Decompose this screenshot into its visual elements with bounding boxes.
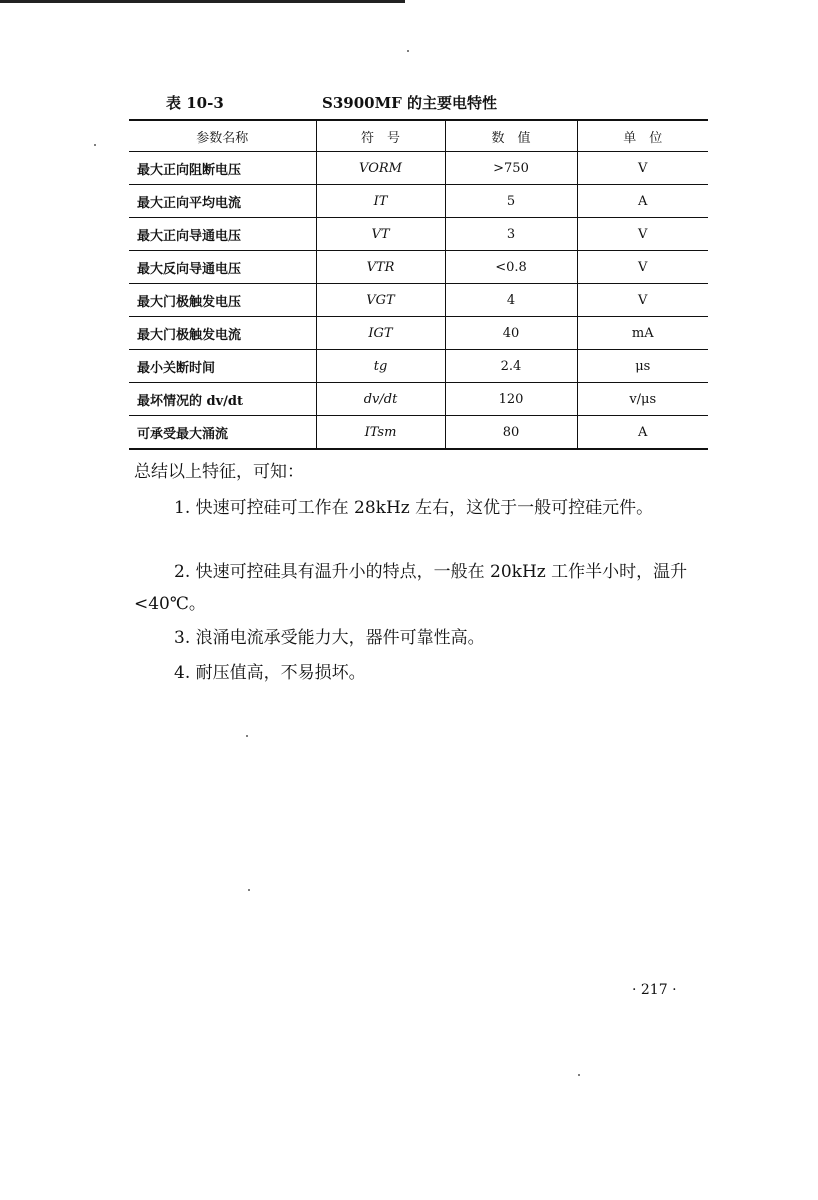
scan-speck xyxy=(407,50,409,52)
param-name: 最大正向平均电流 xyxy=(129,185,316,218)
param-value: >750 xyxy=(445,152,577,185)
param-name: 最小关断时间 xyxy=(129,350,316,383)
table-row xyxy=(129,350,708,383)
scan-speck xyxy=(94,144,96,146)
table-row xyxy=(129,416,708,450)
param-value: 40 xyxy=(445,317,577,350)
param-unit: μs xyxy=(577,350,708,383)
scan-speck xyxy=(246,735,248,737)
param-symbol: VGT xyxy=(316,284,445,317)
scan-speck xyxy=(578,1074,580,1076)
param-name: 最大门极触发电压 xyxy=(129,284,316,317)
column-header-name: 参数名称 xyxy=(129,120,316,152)
table-row xyxy=(129,185,708,218)
param-value: 5 xyxy=(445,185,577,218)
param-unit: A xyxy=(577,185,708,218)
param-symbol: IT xyxy=(316,185,445,218)
page-number: · 217 · xyxy=(632,982,677,998)
param-unit: V xyxy=(577,284,708,317)
summary-point-4: 4. 耐压值高，不易损坏。 xyxy=(174,663,366,683)
param-symbol: dv/dt xyxy=(316,383,445,416)
param-unit: V xyxy=(577,152,708,185)
table-row xyxy=(129,251,708,284)
table-row xyxy=(129,383,708,416)
param-value: <0.8 xyxy=(445,251,577,284)
table-row xyxy=(129,218,708,251)
table-row xyxy=(129,317,708,350)
param-symbol: VT xyxy=(316,218,445,251)
param-unit: V xyxy=(577,251,708,284)
column-header-unit: 单 位 xyxy=(577,120,708,152)
summary-point-3: 3. 浪涌电流承受能力大，器件可靠性高。 xyxy=(174,628,485,648)
table-number: 表 10-3 xyxy=(166,94,224,112)
param-unit: v/μs xyxy=(577,383,708,416)
table-title: S3900MF 的主要电特性 xyxy=(322,94,498,112)
table-row xyxy=(129,152,708,185)
param-symbol: ITsm xyxy=(316,416,445,450)
param-name: 最坏情况的 dv/dt xyxy=(129,383,316,416)
column-header-symbol: 符 号 xyxy=(316,120,445,152)
param-symbol: VORM xyxy=(316,152,445,185)
param-name: 可承受最大涌流 xyxy=(129,416,316,450)
param-symbol: IGT xyxy=(316,317,445,350)
param-name: 最大正向导通电压 xyxy=(129,218,316,251)
specs-table xyxy=(129,119,708,450)
param-value: 80 xyxy=(445,416,577,450)
param-unit: mA xyxy=(577,317,708,350)
param-value: 3 xyxy=(445,218,577,251)
scan-speck xyxy=(248,889,250,891)
param-name: 最大正向阻断电压 xyxy=(129,152,316,185)
param-name: 最大反向导通电压 xyxy=(129,251,316,284)
summary-point-1: 1. 快速可控硅可工作在 28kHz 左右，这优于一般可控硅元件。 xyxy=(174,498,654,518)
summary-point-2: 2. 快速可控硅具有温升小的特点，一般在 20kHz 工作半小时，温升<40℃。 xyxy=(134,562,688,614)
summary-intro: 总结以上特征，可知： xyxy=(134,462,304,482)
top-rule xyxy=(0,0,405,3)
param-value: 4 xyxy=(445,284,577,317)
param-value: 2.4 xyxy=(445,350,577,383)
param-unit: V xyxy=(577,218,708,251)
table-header-row xyxy=(129,120,708,152)
param-symbol: tg xyxy=(316,350,445,383)
param-unit: A xyxy=(577,416,708,450)
table-row xyxy=(129,284,708,317)
param-value: 120 xyxy=(445,383,577,416)
param-name: 最大门极触发电流 xyxy=(129,317,316,350)
param-symbol: VTR xyxy=(316,251,445,284)
column-header-value: 数 值 xyxy=(445,120,577,152)
